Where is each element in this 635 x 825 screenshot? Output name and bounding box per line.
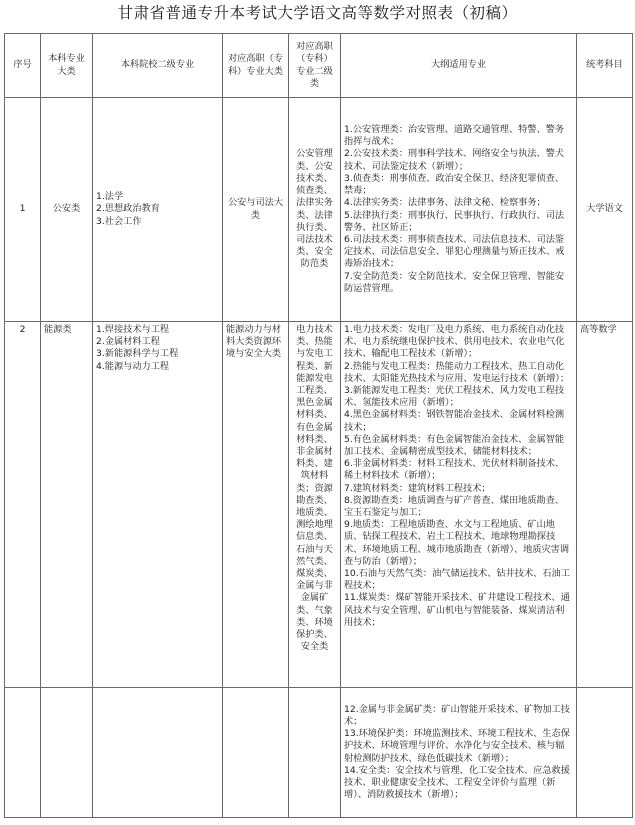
header-seq: 序号 [5, 34, 41, 98]
syllabus-item: 7.安全防范类：安全防范技术、安全保卫管理、智能安防运营管理。 [344, 270, 565, 294]
syllabus-item: 8.资源勘查类：地质调查与矿产普查、煤田地质勘查、宝玉石鉴定与加工； [344, 494, 565, 519]
row-syllabus [341, 98, 577, 322]
header-major: 本科院校二级专业 [93, 34, 223, 98]
row-vocational-sub: 电力技术类、热能与发电工程类、新能源发电工程类、黑色金属材料类、有色金属材料类、非金属材料类、建筑材料类；资源勘查类、地质类、测绘地理信息类、石油与天然气类、煤炭类、金属与非金属矿类、气象类、环境保护类、安全类 [289, 322, 341, 688]
row-majors [93, 322, 223, 688]
row-subject: 大学语文 [577, 98, 633, 322]
header-vocational-sub: 对应高职（专科）专业二级类 [289, 34, 341, 98]
row-category: 公安类 [41, 98, 93, 322]
table-row [5, 322, 633, 688]
syllabus-item: 11.煤炭类：煤矿智能开采技术、矿井建设工程技术、通风技术与安全管理、矿山机电与智能装备、煤炭清洁利用技术； [344, 592, 570, 628]
syllabus-item: 2.公安技术类：刑事科学技术、网络安全与执法、警犬技术、司法鉴定技术（新增）； [344, 148, 565, 172]
syllabus-item: 13.环境保护类：环境监测技术、环境工程技术、生态保护技术、环境管理与评价、水净化与安全技术、核与辐射检测防护技术、绿色低碳技术（新增）； [344, 728, 570, 764]
header-vocational-category: 对应高职（专科）专业大类 [223, 34, 289, 98]
comparison-table [4, 33, 633, 818]
major-item: 4.能源与动力工程 [96, 360, 170, 372]
row-majors [93, 688, 223, 818]
row-subject [577, 688, 633, 818]
syllabus-item: 5.法律执行类：刑事执行、民事执行、行政执行、司法警务、社区矫正； [344, 209, 565, 233]
major-item: 2.思想政治教育 [96, 203, 160, 215]
syllabus-item: 14.安全类：安全技术与管理、化工安全技术、应急救援技术、职业健康安全技术、工程安全评价与监理（新增）、消防救援技术（新增）； [344, 764, 570, 801]
syllabus-item: 5.有色金属材料类：有色金属智能冶金技术、金属智能加工技术、金属精密成型技术、储能材料技术； [344, 433, 565, 458]
table-header-row [5, 34, 633, 98]
header-syllabus: 大纲适用专业 [341, 34, 577, 98]
row-vocational-category: 公安与司法大类 [223, 98, 289, 322]
syllabus-item: 6.非金属材料类：材料工程技术、光伏材料制备技术、稀土材料技术（新增）； [344, 458, 565, 482]
header-subject: 统考科目 [577, 34, 633, 98]
table-row [5, 688, 633, 818]
syllabus-item: 12.金属与非金属矿类：矿山智能开采技术、矿物加工技术； [344, 703, 570, 727]
row-majors [93, 98, 223, 322]
row-vocational-category [223, 688, 289, 818]
major-item: 3.新能源科学与工程 [96, 348, 179, 360]
table-row [5, 98, 633, 322]
syllabus-item: 1.公安管理类：治安管理、道路交通管理、特警、警务指挥与战术； [344, 124, 565, 148]
syllabus-item: 3.侦查类：刑事侦查、政治安全保卫、经济犯罪侦查、禁毒； [344, 172, 565, 197]
major-item: 3.社会工作 [96, 215, 142, 227]
syllabus-item: 7.建筑材料类：建筑材料工程技术； [344, 482, 491, 494]
row-category [41, 688, 93, 818]
syllabus-item: 10.石油与天然气类：油气储运技术、钻井技术、石油工程技术； [344, 568, 570, 592]
row-category: 能源类 [41, 322, 93, 688]
syllabus-item: 2.热能与发电工程类：热能动力工程技术、热工自动化技术、太阳能光热技术与应用、发电运行技术（新增）； [344, 360, 570, 384]
major-item: 1.焊接技术与工程 [96, 324, 170, 335]
row-syllabus [341, 322, 577, 688]
syllabus-item: 4.法律实务类：法律事务、法律文秘、检察事务； [344, 197, 546, 209]
row-seq: 1 [5, 98, 41, 322]
row-vocational-sub [289, 688, 341, 818]
major-item: 1.法学 [96, 191, 124, 203]
page-title: 甘肃省普通专升本考试大学语文高等数学对照表（初稿） [117, 4, 518, 22]
row-subject: 高等数学 [577, 322, 633, 688]
row-vocational-category: 能源动力与材料大类资源环境与安全大类 [223, 322, 289, 688]
syllabus-item: 6.司法技术类：刑事侦查技术、司法信息技术、司法鉴定技术、司法信息安全、罪犯心理测量与矫正技术、戒毒矫治技术； [344, 233, 565, 270]
syllabus-item: 4.黑色金属材料类：钢铁智能冶金技术、金属材料检测技术； [344, 409, 565, 433]
syllabus-item: 1.电力技术类：发电厂及电力系统、电力系统自动化技术、电力系统继电保护技术、供用电技术、农业电气化技术、输配电工程技术（新增）； [344, 324, 565, 360]
row-syllabus [341, 688, 577, 818]
syllabus-item: 9.地质类：工程地质勘查、水文与工程地质、矿山地质、钻探工程技术、岩土工程技术、地球物理勘探技术、环境地质工程、城市地质勘查（新增）、地质灾害调查与防治（新增）； [344, 519, 570, 567]
header-category: 本科专业大类 [41, 34, 93, 98]
row-seq [5, 688, 41, 818]
row-seq: 2 [5, 322, 41, 688]
syllabus-item: 3.新能源发电工程类：光伏工程技术、风力发电工程技术、氢能技术应用（新增）； [344, 385, 565, 409]
major-item: 2.金属材料工程 [96, 336, 160, 348]
row-vocational-sub: 公安管理类、公安技术类、侦查类、法律实务类、法律执行类、司法技术类、安全防范类 [289, 98, 341, 322]
